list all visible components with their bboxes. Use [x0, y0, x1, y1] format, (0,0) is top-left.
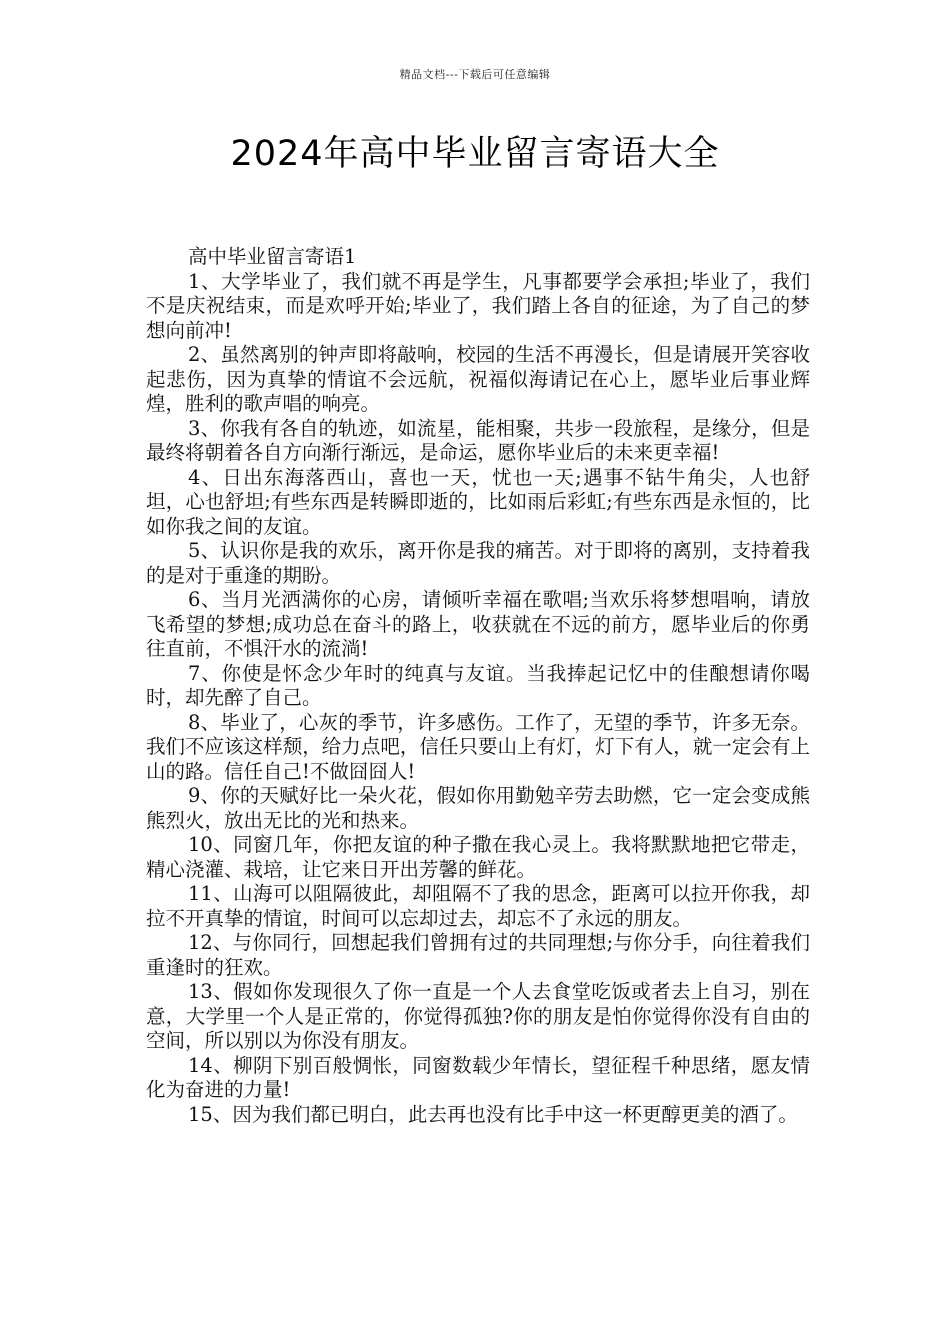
message-paragraph: 3、你我有各自的轨迹，如流星，能相聚，共步一段旅程，是缘分，但是最终将朝着各自方向渐行渐远，是命运，愿你毕业后的未来更幸福! — [146, 416, 810, 464]
message-paragraph: 5、认识你是我的欢乐，离开你是我的痛苦。对于即将的离别，支持着我的是对于重逢的期盼。 — [146, 539, 810, 587]
message-paragraph: 6、当月光洒满你的心房，请倾听幸福在歌唱;当欢乐将梦想唱响，请放飞希望的梦想;成功总在奋斗的路上，收获就在不远的前方，愿毕业后的你勇往直前，不惧汗水的流淌! — [146, 588, 810, 660]
message-paragraph: 14、柳阴下别百般惆怅，同窗数载少年情长，望征程千种思绪，愿友情化为奋进的力量! — [146, 1053, 810, 1101]
message-paragraph: 10、同窗几年，你把友谊的种子撒在我心灵上。我将默默地把它带走，精心浇灌、栽培，让它来日开出芳馨的鲜花。 — [146, 833, 810, 881]
message-paragraph: 9、你的天赋好比一朵火花，假如你用勤勉辛劳去助燃，它一定会变成熊熊烈火，放出无比的光和热来。 — [146, 784, 810, 832]
message-paragraph: 2、虽然离别的钟声即将敲响，校园的生活不再漫长，但是请展开笑容收起悲伤，因为真挚的情谊不会远航，祝福似海请记在心上，愿毕业后事业辉煌，胜利的歌声唱的响亮。 — [146, 343, 810, 415]
message-paragraph: 15、因为我们都已明白，此去再也没有比手中这一杯更醇更美的酒了。 — [188, 1102, 798, 1126]
header-note: 精品文档---下载后可任意编辑 — [399, 68, 551, 81]
message-paragraph: 7、你使是怀念少年时的纯真与友谊。当我捧起记忆中的佳酿想请你喝时，却先醉了自己。 — [146, 661, 810, 709]
section-title: 高中毕业留言寄语1 — [188, 245, 357, 268]
message-paragraph: 1、大学毕业了，我们就不再是学生，凡事都要学会承担;毕业了，我们不是庆祝结束，而是欢呼开始;毕业了，我们踏上各自的征途，为了自己的梦想向前冲! — [146, 269, 810, 342]
message-paragraph: 11、山海可以阻隔彼此，却阻隔不了我的思念，距离可以拉开你我，却拉不开真挚的情谊，时间可以忘却过去，却忘不了永远的朋友。 — [146, 882, 810, 930]
message-paragraph: 13、假如你发现很久了你一直是一个人去食堂吃饭或者去上自习，别在意，大学里一个人是正常的，你觉得孤独?你的朋友是怕你觉得你没有自由的空间，所以别以为你没有朋友。 — [146, 980, 810, 1052]
document-body — [146, 245, 810, 1127]
message-paragraph: 8、毕业了，心灰的季节，许多感伤。工作了，无望的季节，许多无奈。我们不应该这样颓，给力点吧，信任只要山上有灯，灯下有人，就一定会有上山的路。信任自己!不做囧囧人! — [146, 710, 810, 783]
message-paragraph: 4、日出东海落西山，喜也一天，忧也一天;遇事不钻牛角尖，人也舒坦，心也舒坦;有些东西是转瞬即逝的，比如雨后彩虹;有些东西是永恒的，比如你我之间的友谊。 — [146, 465, 810, 538]
document-title: 2024年高中毕业留言寄语大全 — [230, 134, 720, 174]
message-paragraph: 12、与你同行，回想起我们曾拥有过的共同理想;与你分手，向往着我们重逢时的狂欢。 — [146, 931, 810, 979]
